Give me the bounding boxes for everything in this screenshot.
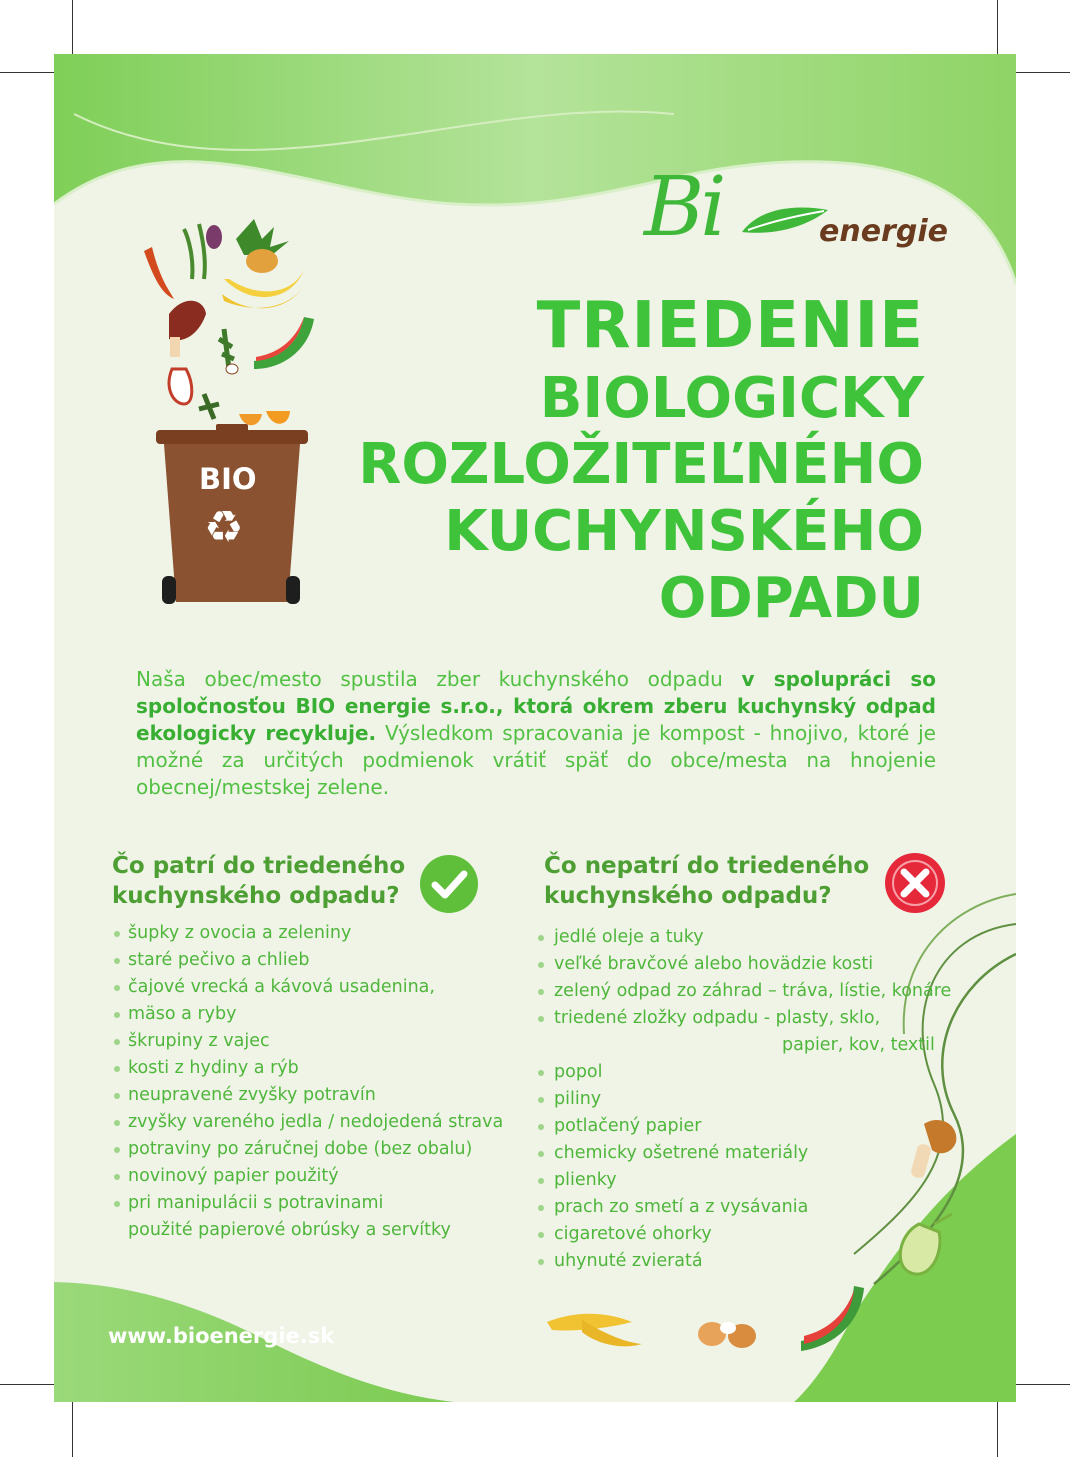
- logo-bi-text: Bi: [644, 160, 723, 255]
- banana-peel-illustration: [542, 1302, 652, 1352]
- list-item: prach zo smetí a z vysávania: [536, 1194, 976, 1221]
- list-item: neupravené zvyšky potravín: [112, 1082, 532, 1109]
- list-item: novinový papier použitý: [112, 1163, 532, 1190]
- crop-mark: [72, 1402, 73, 1457]
- list-item-continuation: papier, kov, textil: [782, 1035, 935, 1055]
- list-item: popol: [536, 1059, 976, 1086]
- list-item: staré pečivo a chlieb: [112, 947, 532, 974]
- intro-text-1: Naša obec/mesto spustila zber kuchynského odpadu: [136, 667, 742, 691]
- intro-paragraph: [136, 666, 936, 801]
- list-item: pri manipulácii s potravinami: [112, 1190, 532, 1217]
- bin-label: BIO: [199, 462, 257, 496]
- list-item: šupky z ovocia a zeleniny: [112, 920, 532, 947]
- check-icon: [419, 854, 479, 914]
- list-item: zvyšky vareného jedla / nedojedená strava: [112, 1109, 532, 1136]
- cross-icon: [884, 852, 946, 914]
- list-item: jedlé oleje a tuky: [536, 924, 976, 951]
- recycle-icon: ♻: [204, 502, 244, 553]
- scraps-illustration-right: [894, 1114, 974, 1294]
- list-item: triedené zložky odpadu - plasty, sklo,: [536, 1005, 976, 1032]
- title-line-2: BIOLOGICKY: [539, 366, 924, 431]
- list-item: potraviny po záručnej dobe (bez obalu): [112, 1136, 532, 1163]
- crop-mark: [0, 1384, 54, 1385]
- crop-mark: [1016, 1384, 1070, 1385]
- list-item: veľké bravčové alebo hovädzie kosti: [536, 951, 976, 978]
- list-item-continuation: použité papierové obrúsky a servítky: [128, 1220, 451, 1240]
- list-item: cigaretové ohorky: [536, 1221, 976, 1248]
- list-item: potlačený papier: [536, 1113, 976, 1140]
- list-item: uhynuté zvieratá: [536, 1248, 976, 1275]
- bioenergie-logo: [644, 160, 948, 264]
- crop-mark: [72, 0, 73, 54]
- food-scraps-illustration: [144, 219, 324, 429]
- belongs-list: [112, 920, 532, 1244]
- list-item: zelený odpad zo záhrad – tráva, lístie, konáre: [536, 978, 976, 1005]
- intro-bold: v spolupráci so spoločnosťou BIO energie s.r.o., ktorá okrem zberu kuchynský odpad ekologicky recykluje.: [136, 667, 936, 745]
- list-item: chemicky ošetrené materiály: [536, 1140, 976, 1167]
- list-item: škrupiny z vajec: [112, 1028, 532, 1055]
- list-item: kosti z hydiny a rýb: [112, 1055, 532, 1082]
- leaf-icon: [740, 202, 830, 236]
- crop-mark: [997, 1402, 998, 1457]
- list-item: mäso a ryby: [112, 1001, 532, 1028]
- list-item: piliny: [536, 1086, 976, 1113]
- title-line-5: ODPADU: [658, 566, 924, 631]
- crop-mark: [1016, 72, 1070, 73]
- title-line-1: TRIEDENIE: [536, 289, 924, 363]
- eggshell-illustration: [694, 1314, 764, 1354]
- crop-mark: [997, 0, 998, 54]
- title-line-4: KUCHYNSKÉHO: [444, 499, 924, 564]
- list-item: plienky: [536, 1167, 976, 1194]
- belongs-heading: Čo patrí do triedeného kuchynského odpadu?: [112, 853, 406, 909]
- not-belongs-heading: Čo nepatrí do triedeného kuchynského odpadu?: [544, 853, 870, 909]
- intro-text-2: Výsledkom spracovania je kompost - hnojivo, ktoré je možné za určitých podmienok vrátiť späť do obce/mesta na hnojenie obecnej/mestskej zelene.: [136, 721, 936, 799]
- list-item: čajové vrecká a kávová usadenina,: [112, 974, 532, 1001]
- title-line-3: ROZLOŽITEĽNÉHO: [358, 432, 924, 497]
- website-link[interactable]: www.bioenergie.sk: [108, 1324, 335, 1348]
- poster: [54, 54, 1016, 1402]
- logo-energie-text: energie: [819, 214, 948, 249]
- watermelon-illustration: [796, 1286, 876, 1358]
- crop-mark: [0, 72, 54, 73]
